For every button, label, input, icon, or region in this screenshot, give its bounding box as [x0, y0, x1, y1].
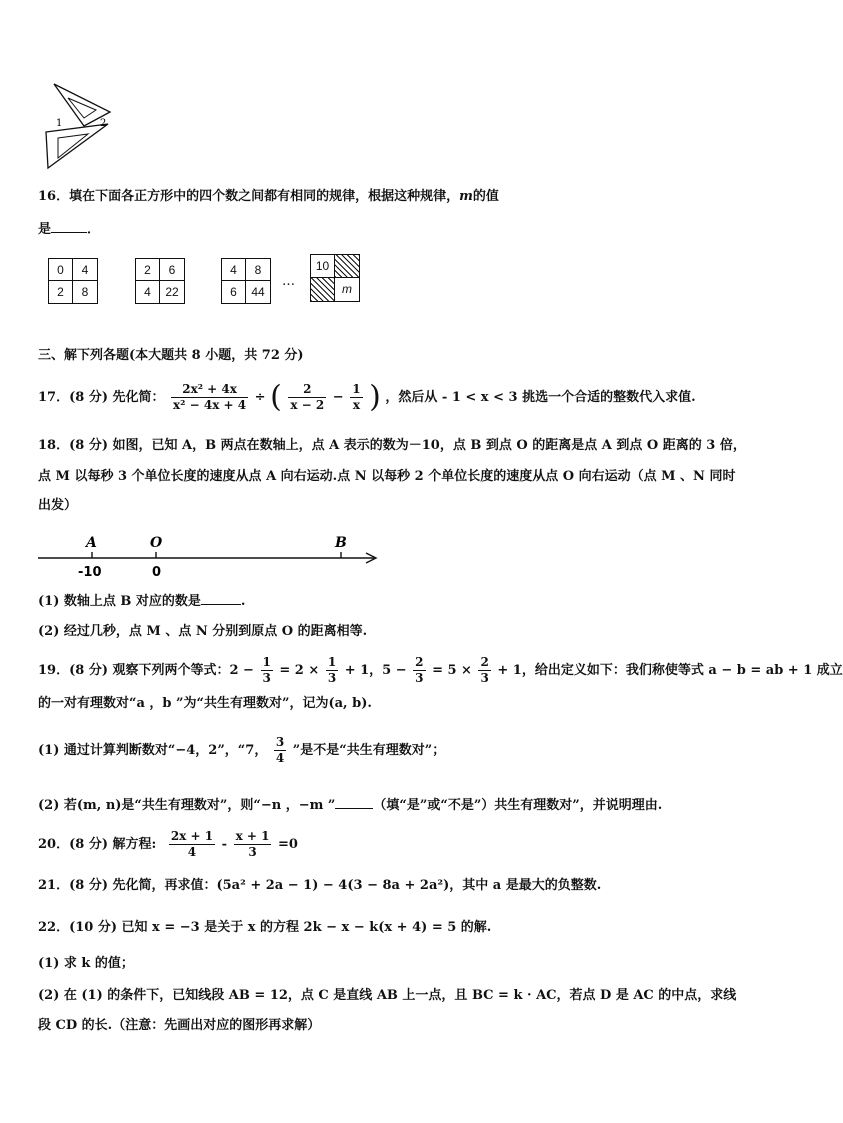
hatched-cell: [335, 255, 359, 278]
point-B-label: B: [335, 535, 347, 551]
point-A-label: A: [86, 535, 97, 551]
q18-line3: 出发）: [38, 498, 78, 513]
angle-label-1: 1: [56, 118, 63, 129]
q19-sub2: (2) 若(m, n)是“共生有理数对”，则“−n ，−m ” （填“是”或“不是”）共生有理数对”，并说明理由.: [38, 794, 662, 816]
q18-line2: 点 M 以每秒 3 个单位长度的速度从点 A 向右运动.点 N 以每秒 2 个单位长度的速度从点 O 向右运动（点 M 、N 同时: [38, 469, 736, 484]
hatched-cell: [311, 278, 335, 301]
q18-answer-blank: [201, 590, 241, 605]
q17: 17．(8 分) 先化简： $\frac{\text{2x² + 4x}}{\text{x² − 4x + 4}}$ ÷ ( $\frac{2}{x - 2}$ − $\frac{1}{x}$ ) ，然后从 - 1 < x < 3 挑选一个合适的整数代入求值.: [38, 379, 696, 415]
q22-sub2-line2: 段 CD 的长.（注意：先画出对应的图形再求解）: [38, 1018, 321, 1033]
q19-line2: 的一对有理数对“a ，b ”为“共生有理数对”，记为(a, b).: [38, 696, 372, 711]
q22-sub1: (1) 求 k 的值；: [38, 956, 134, 971]
q16-line2: 是 ．: [38, 218, 100, 240]
square-1: 0 4 2 8: [48, 258, 98, 304]
square-4: 10 m: [310, 254, 360, 302]
q22-sub2: (2) 在 (1) 的条件下，已知线段 AB = 12，点 C 是直线 AB 上一点，且 BC = k · AC，若点 D 是 AC 的中点，求线: [38, 988, 737, 1003]
q16-line1: 16．填在下面各正方形中的四个数之间都有相同的规律，根据这种规律，m的值: [38, 189, 499, 204]
section-3-heading: 三、解下列各题(本大题共 8 小题，共 72 分): [38, 348, 304, 363]
ellipsis: …: [282, 274, 295, 289]
q19-answer-blank: [335, 794, 373, 809]
q18-line1: 18．(8 分) 如图，已知 A，B 两点在数轴上，点 A 表示的数为－10，点 B 到点 O 的距离是点 A 到点 O 距离的 3 倍，: [38, 438, 746, 453]
q19-line1: 19．(8 分) 观察下列两个等式：2 − $\frac{1}{3}$ = 2 × $\frac{1}{3}$ + 1，5 − $\frac{2}{3}$ = 5 × $\frac{2}{3}$ + 1，给出定义如下：我们称使等式 a − b = ab + 1 成立: [38, 655, 843, 685]
point-O-value: 0: [152, 565, 162, 580]
point-O-label: O: [150, 535, 163, 551]
q16-m: m: [459, 189, 473, 204]
point-A-value: -10: [78, 565, 102, 580]
square-2: 2 6 4 22: [135, 258, 185, 304]
triangle-rulers-figure: [44, 80, 124, 172]
q22-line1: 22．(10 分) 已知 x = −3 是关于 x 的方程 2k − x − k(x + 4) = 5 的解.: [38, 920, 492, 935]
square-3: 4 8 6 44: [221, 258, 271, 304]
q18-sub2: (2) 经过几秒，点 M 、点 N 分别到原点 O 的距离相等.: [38, 624, 368, 639]
q16-answer-blank: [51, 218, 87, 233]
q18-sub1: (1) 数轴上点 B 对应的数是 .: [38, 590, 245, 612]
angle-label-2: 2: [100, 118, 107, 129]
q20: 20．(8 分) 解方程: $\frac{2x + 1}{4}$ - $\frac{x + 1}{3}$ =0: [38, 829, 298, 859]
number-line: [38, 530, 383, 580]
q19-sub1: (1) 通过计算判断数对“−4，2”，“7， $\frac{3}{4}$ ”是不是“共生有理数对”；: [38, 735, 446, 765]
q21: 21．(8 分) 先化简，再求值：(5a² + 2a − 1) − 4(3 − 8a + 2a²)，其中 a 是最大的负整数.: [38, 878, 602, 893]
